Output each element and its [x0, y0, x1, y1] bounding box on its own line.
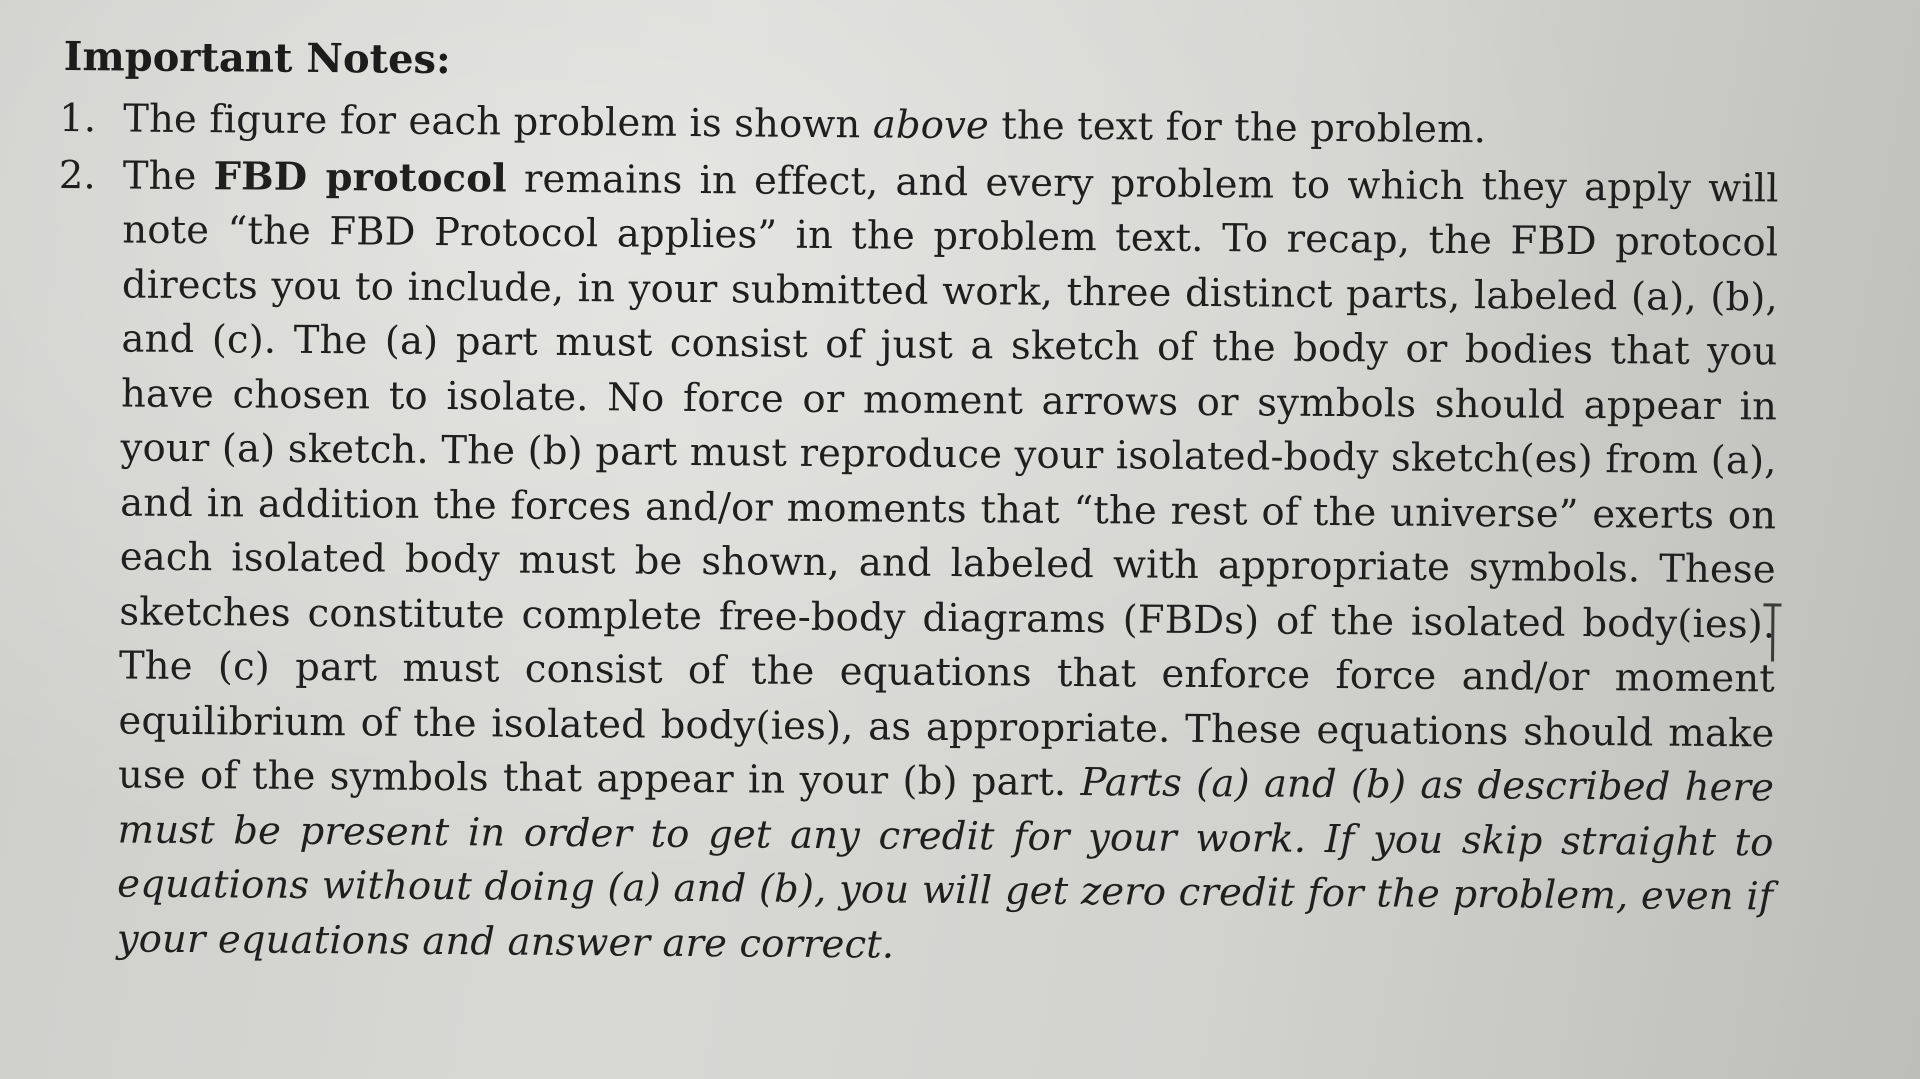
note-1-text-start: The figure for each problem is shown	[123, 96, 874, 148]
note-1-text-end: the text for the problem.	[988, 103, 1487, 153]
notes-sheet	[53, 22, 1780, 979]
note-2-text-after-cursor: The (c) part must consist of the equations that enforce force and/or moment equilibrium of the isolated body(ies), as appropriate. These equations should make use of the symbols that appear in your (b) part.	[117, 643, 1776, 806]
note-2-text-main: remains in effect, and every problem to which they apply will note “the FBD Protocol applies” in the problem text. To recap, the FBD protocol directs you to include, in your submitted work, three distinct parts, labeled (a), (b), and (c). The (a) part must consist of just a sketch of the body or bodies that you have chosen to isolate. No force or moment arrows or symbols should appear in your (a) sketch. The (b) part must reproduce your isolated-body sketch(es) from (a), and in addition the forces and/or moments that “the rest of the universe” exerts on each isolated body must be shown, and labeled with appropriate symbols. These sketches constitute complete free-body diagrams (FBDs) of the isolated body(ies).	[119, 156, 1779, 647]
note-number-1: 1.	[59, 95, 97, 142]
note-text-1	[123, 93, 1779, 161]
note-2-bold-fbd-protocol: FBD protocol	[213, 153, 508, 202]
note-2-text-start: The	[122, 152, 214, 199]
note-text-2	[117, 149, 1779, 979]
notes-heading: Important Notes:	[63, 33, 451, 84]
note-number-2: 2.	[58, 152, 97, 198]
note-item-2	[53, 148, 1779, 979]
note-2-italic-warning: Parts (a) and (b) as described here must be present in order to get any credit for your work. If you skip straight to equations without doing (a) and (b), you will get zero credit for the problem, even if your equations and answer are correct.	[116, 760, 1775, 968]
note-1-italic-above: above	[872, 102, 990, 149]
